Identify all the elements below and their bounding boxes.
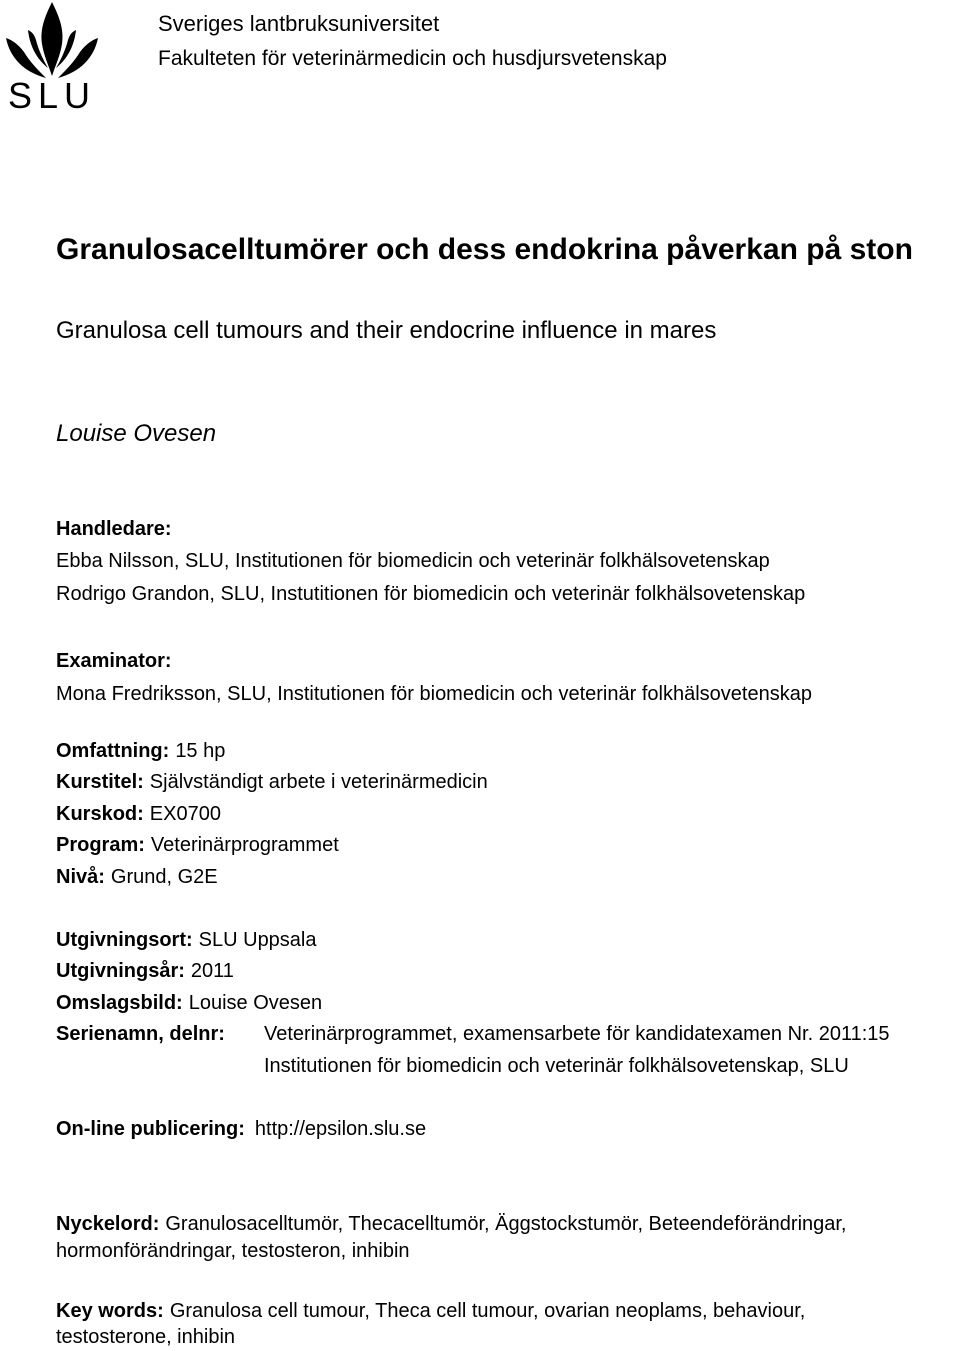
keywords-sv-line-1: Granulosacelltumör, Thecacelltumör, Äggstockstumör, Beteendeförändringar, xyxy=(165,1213,847,1235)
online-publication-label: On-line publicering: xyxy=(56,1118,245,1140)
keywords-sv-row xyxy=(56,1211,847,1237)
program-value: Veterinärprogrammet xyxy=(150,834,339,856)
course-row-scope xyxy=(56,738,225,764)
publication-row-year xyxy=(56,958,234,984)
online-publication-row xyxy=(56,1116,426,1142)
course-title-value: Självständigt arbete i veterinärmedicin xyxy=(149,771,488,793)
course-row-program xyxy=(56,832,339,858)
course-title-label: Kurstitel: xyxy=(56,771,144,793)
course-code-value: EX0700 xyxy=(149,803,221,825)
publication-year-value: 2011 xyxy=(190,960,234,982)
level-label: Nivå: xyxy=(56,866,105,888)
program-label: Program: xyxy=(56,834,145,856)
publication-row-cover xyxy=(56,990,322,1016)
supervisor-2: Rodrigo Grandon, SLU, Instutitionen för biomedicin och veterinär folkhälsovetenskap xyxy=(56,583,806,605)
course-row-level xyxy=(56,864,218,890)
publication-place-value: SLU Uppsala xyxy=(198,929,317,951)
cover-image-value: Louise Ovesen xyxy=(188,992,323,1014)
series-line-2: Institutionen för biomedicin och veterinär folkhälsovetenskap, SLU xyxy=(264,1055,849,1077)
scope-value: 15 hp xyxy=(175,740,226,762)
level-value: Grund, G2E xyxy=(110,866,218,888)
online-publication-link[interactable]: http://epsilon.slu.se xyxy=(254,1118,427,1140)
thesis-subtitle: Granulosa cell tumours and their endocrine influence in mares xyxy=(56,317,717,344)
course-row-title xyxy=(56,769,488,795)
keywords-sv-label: Nyckelord: xyxy=(56,1213,160,1235)
cover-image-label: Omslagsbild: xyxy=(56,992,183,1014)
keywords-sv-line-2: hormonförändringar, testosteron, inhibin xyxy=(56,1240,410,1262)
supervisor-1: Ebba Nilsson, SLU, Institutionen för biomedicin och veterinär folkhälsovetenskap xyxy=(56,550,770,572)
faculty-name: Fakulteten för veterinärmedicin och husdjursvetenskap xyxy=(158,47,667,70)
logo-text: SLU xyxy=(7,75,97,116)
supervisors-label: Handledare: xyxy=(56,518,172,540)
examiner-name: Mona Fredriksson, SLU, Institutionen för biomedicin och veterinär folkhälsovetenskap xyxy=(56,683,812,705)
scope-label: Omfattning: xyxy=(56,740,170,762)
author-name: Louise Ovesen xyxy=(56,420,217,447)
series-label: Serienamn, delnr: xyxy=(56,1023,225,1045)
publication-year-label: Utgivningsår: xyxy=(56,960,185,982)
keywords-en-line-1: Granulosa cell tumour, Theca cell tumour, ovarian neoplams, behaviour, xyxy=(169,1300,806,1322)
examiner-label: Examinator: xyxy=(56,650,172,672)
course-code-label: Kurskod: xyxy=(56,803,144,825)
slu-logo xyxy=(0,0,110,118)
keywords-en-label: Key words: xyxy=(56,1300,164,1322)
keywords-en-line-2: testosterone, inhibin xyxy=(56,1326,236,1348)
series-line-1: Veterinärprogrammet, examensarbete för kandidatexamen Nr. 2011:15 xyxy=(264,1023,890,1045)
keywords-en-row xyxy=(56,1298,805,1324)
publication-place-label: Utgivningsort: xyxy=(56,929,193,951)
thesis-title: Granulosacelltumörer och dess endokrina påverkan på ston xyxy=(56,233,913,266)
publication-row-place xyxy=(56,927,317,953)
university-name: Sveriges lantbruksuniversitet xyxy=(158,11,440,36)
course-row-code xyxy=(56,801,221,827)
